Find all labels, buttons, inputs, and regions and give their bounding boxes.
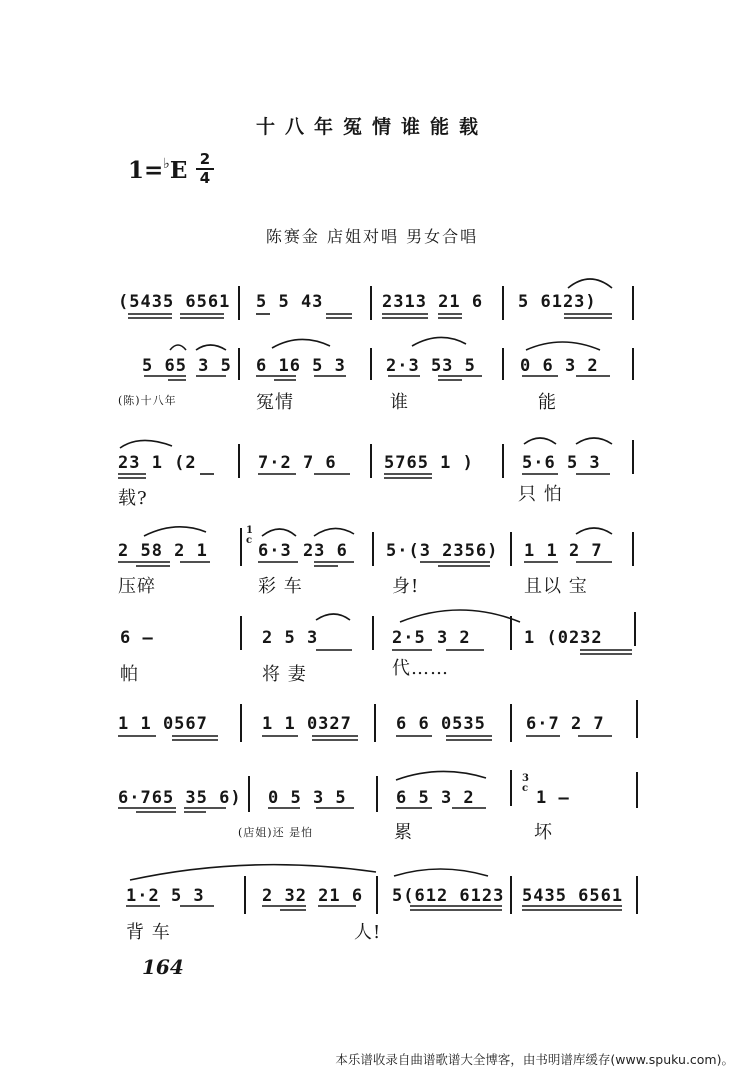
row4-measure1: 2 58 2 1 (118, 541, 208, 561)
bar-line (632, 348, 634, 380)
row1-measure2: 5 5 43 (256, 292, 324, 312)
row3-measure1: 23 1 (2 (118, 453, 197, 473)
bar-line (510, 532, 512, 566)
bar-line (510, 704, 512, 742)
row4-lyric4: 且以 宝 (524, 576, 588, 597)
bar-line (636, 700, 638, 738)
bar-line (238, 286, 240, 320)
row7-lyric1: (店姐)还 是怕 (238, 826, 314, 839)
time-top: 2 (199, 150, 211, 168)
row3-measure2: 7·2 7 6 (258, 453, 337, 473)
bar-line (238, 444, 240, 478)
row7-measure1: 6·765 35 6) (118, 788, 242, 808)
key-note: E (169, 157, 188, 184)
row8-lyric2: 人! (354, 922, 382, 943)
row8-measure1: 1·2 5 3 (126, 886, 205, 906)
bar-line (502, 286, 504, 320)
row5-lyric2: 将 妻 (262, 664, 307, 685)
flat-sign: ♭ (163, 156, 170, 172)
row5-lyric1: 帕 (120, 664, 139, 685)
row7-lyric3: 坏 (534, 822, 553, 843)
row6-measure4: 6·7 2 7 (526, 714, 605, 734)
row2-measure2: 6 16 5 3 (256, 356, 346, 376)
bar-line (502, 348, 504, 380)
bar-line (632, 286, 634, 320)
grace-note-mark: 1 c (246, 525, 253, 546)
bar-line (634, 612, 636, 646)
row6-measure2: 1 1 0327 (262, 714, 352, 734)
row4-measure3: 5·(3 2356) (386, 541, 499, 561)
bar-line (510, 616, 512, 650)
row5-measure3: 2·5 3 2 (392, 628, 471, 648)
bar-line (240, 704, 242, 742)
bar-line (632, 532, 634, 566)
row8-measure2: 2 32 21 6 (262, 886, 364, 906)
bar-line (376, 776, 378, 812)
bar-line (502, 444, 504, 478)
bar-line (372, 532, 374, 566)
row3-lyric1: 载? (118, 488, 148, 509)
row7-measure4: 1 — (536, 788, 570, 808)
bar-line (510, 876, 512, 914)
row4-measure2: 6·3 23 6 (258, 541, 348, 561)
grace-note-mark-2: 3 c (522, 773, 529, 794)
row3-lyric2: 只 怕 (518, 484, 563, 505)
row6-measure3: 6 6 0535 (396, 714, 486, 734)
row2-lyric2: 冤情 (256, 392, 294, 413)
row7-measure2: 0 5 3 5 (268, 788, 347, 808)
row2-lyric4: 能 (538, 392, 557, 413)
bar-line (370, 286, 372, 320)
bar-line (240, 528, 242, 566)
bar-line (374, 704, 376, 742)
bar-line (636, 772, 638, 808)
row1-measure3: 2313 21 6 (382, 292, 484, 312)
row1-measure1: (5435 6561 (118, 292, 231, 312)
row1-measure4: 5 6123) (518, 292, 597, 312)
bar-line (510, 770, 512, 806)
time-bottom: 4 (196, 168, 214, 187)
bar-line (240, 616, 242, 650)
row2-lyric1: (陈)十八年 (118, 394, 177, 407)
row5-measure1: 6 — (120, 628, 154, 648)
bar-line (238, 348, 240, 380)
row4-measure4: 1 1 2 7 (524, 541, 603, 561)
row2-measure4: 0 6 3 2 (520, 356, 599, 376)
row4-lyric2: 彩 车 (258, 576, 303, 597)
bar-line (244, 876, 246, 914)
source-footer: 本乐谱收录自曲谱歌谱大全博客，由书明谱库缓存(www.spuku.com)。 (335, 1052, 734, 1067)
page-number: 164 (142, 955, 184, 979)
time-signature (196, 151, 214, 187)
row5-lyric3: 代…… (392, 658, 449, 679)
performer-roles: 陈赛金 店姐对唱 男女合唱 (265, 227, 479, 246)
row2-lyric3: 谁 (390, 392, 409, 413)
row8-lyric1: 背 车 (126, 922, 171, 943)
row5-measure4: 1 (0232 (524, 628, 603, 648)
song-title: 十八年冤情谁能载 (255, 116, 488, 138)
bar-line (372, 616, 374, 650)
row3-measure3: 5765 1 ) (384, 453, 474, 473)
bar-line (370, 348, 372, 380)
bar-line (370, 444, 372, 478)
key-prefix: 1= (128, 157, 164, 184)
row2-measure1: 5 65 3 5 (142, 356, 232, 376)
bar-line (636, 876, 638, 914)
row3-measure4: 5·6 5 3 (522, 453, 601, 473)
row2-measure3: 2·3 53 5 (386, 356, 476, 376)
bar-line (248, 776, 250, 812)
row8-measure4: 5435 6561 (522, 886, 624, 906)
row4-lyric1: 压碎 (118, 576, 156, 597)
row7-lyric2: 累 (394, 822, 413, 843)
row6-measure1: 1 1 0567 (118, 714, 208, 734)
row7-measure3: 6 5 3 2 (396, 788, 475, 808)
row8-measure3: 5(612 6123 (392, 886, 505, 906)
row5-measure2: 2 5 3 (262, 628, 319, 648)
bar-line (632, 440, 634, 474)
key-signature (128, 156, 187, 184)
bar-line (376, 876, 378, 914)
row4-lyric3: 身! (392, 576, 420, 597)
